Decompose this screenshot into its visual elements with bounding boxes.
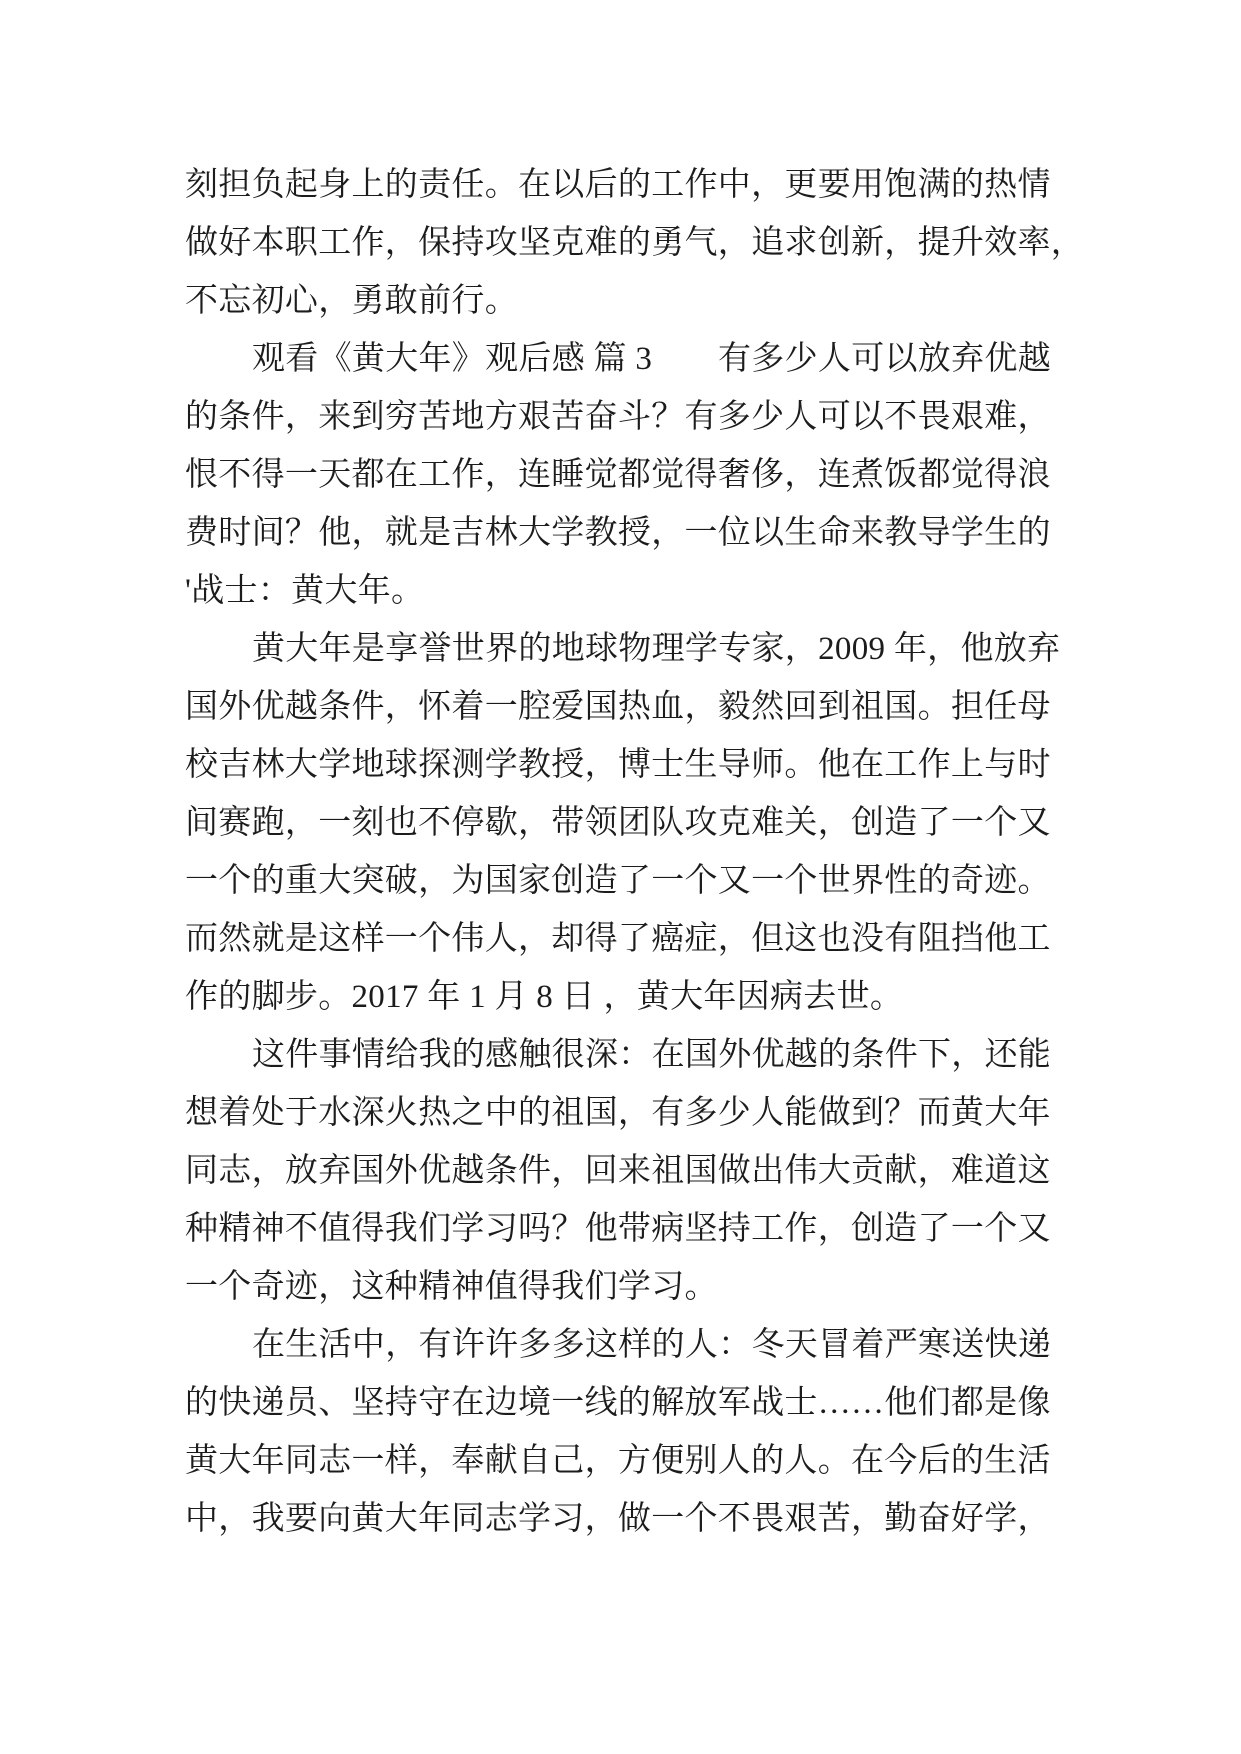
- text-line: 这件事情给我的感触很深：在国外优越的条件下，还能: [252, 1037, 1052, 1073]
- text-line: 校吉林大学地球探测学教授，博士生导师。他在工作上与时: [185, 747, 1051, 783]
- paragraph: [185, 156, 1085, 330]
- text-line: 中，我要向黄大年同志学习，做一个不畏艰苦，勤奋好学，: [185, 1501, 1051, 1537]
- text-line: 间赛跑，一刻也不停歇，带领团队攻克难关，创造了一个又: [185, 805, 1051, 841]
- text-line: 恨不得一天都在工作，连睡觉都觉得奢侈，连煮饭都觉得浪: [185, 457, 1051, 493]
- paragraph: [185, 620, 1061, 1026]
- document-body: [185, 156, 1085, 1548]
- text-line: 国外优越条件，怀着一腔爱国热血，毅然回到祖国。担任母: [185, 689, 1051, 725]
- text-line: 想着处于水深火热之中的祖国，有多少人能做到？而黄大年: [185, 1095, 1051, 1131]
- text-line: 不忘初心，勇敢前行。: [185, 283, 518, 319]
- section-heading: 观看《黄大年》观后感 篇 3: [252, 341, 653, 377]
- paragraph: [185, 330, 1051, 620]
- text-line: 一个的重大突破，为国家创造了一个又一个世界性的奇迹。: [185, 863, 1051, 899]
- text-line: 而然就是这样一个伟人，却得了癌症，但这也没有阻挡他工: [185, 921, 1051, 957]
- text-line: 黄大年是享誉世界的地球物理学专家，2009 年，他放弃: [252, 631, 1061, 667]
- text-line: 同志，放弃国外优越条件，回来祖国做出伟大贡献，难道这: [185, 1153, 1051, 1189]
- text-line: 作的脚步。2017 年 1 月 8 日 ，黄大年因病去世。: [185, 979, 904, 1015]
- text-line: '战士：黄大年。: [185, 573, 425, 609]
- text-line-segment: 有多少人可以放弃优越: [718, 341, 1051, 377]
- text-line: 做好本职工作，保持攻坚克难的勇气，追求创新，提升效率，: [185, 225, 1085, 261]
- text-line: 的快递员、坚持守在边境一线的解放军战士……他们都是像: [185, 1385, 1051, 1421]
- paragraph: [185, 1316, 1051, 1548]
- text-line: 的条件，来到穷苦地方艰苦奋斗？有多少人可以不畏艰难，: [185, 399, 1051, 435]
- paragraph: [185, 1026, 1051, 1316]
- text-line: 一个奇迹，这种精神值得我们学习。: [185, 1269, 718, 1305]
- text-line: 费时间？他，就是吉林大学教授，一位以生命来教导学生的: [185, 515, 1051, 551]
- heading-line: [185, 330, 1051, 388]
- text-line: 种精神不值得我们学习吗？他带病坚持工作，创造了一个又: [185, 1211, 1051, 1247]
- text-line: 刻担负起身上的责任。在以后的工作中，更要用饱满的热情: [185, 167, 1051, 203]
- text-line: 在生活中，有许许多多这样的人：冬天冒着严寒送快递: [252, 1327, 1052, 1363]
- text-line: 黄大年同志一样，奉献自己，方便别人的人。在今后的生活: [185, 1443, 1051, 1479]
